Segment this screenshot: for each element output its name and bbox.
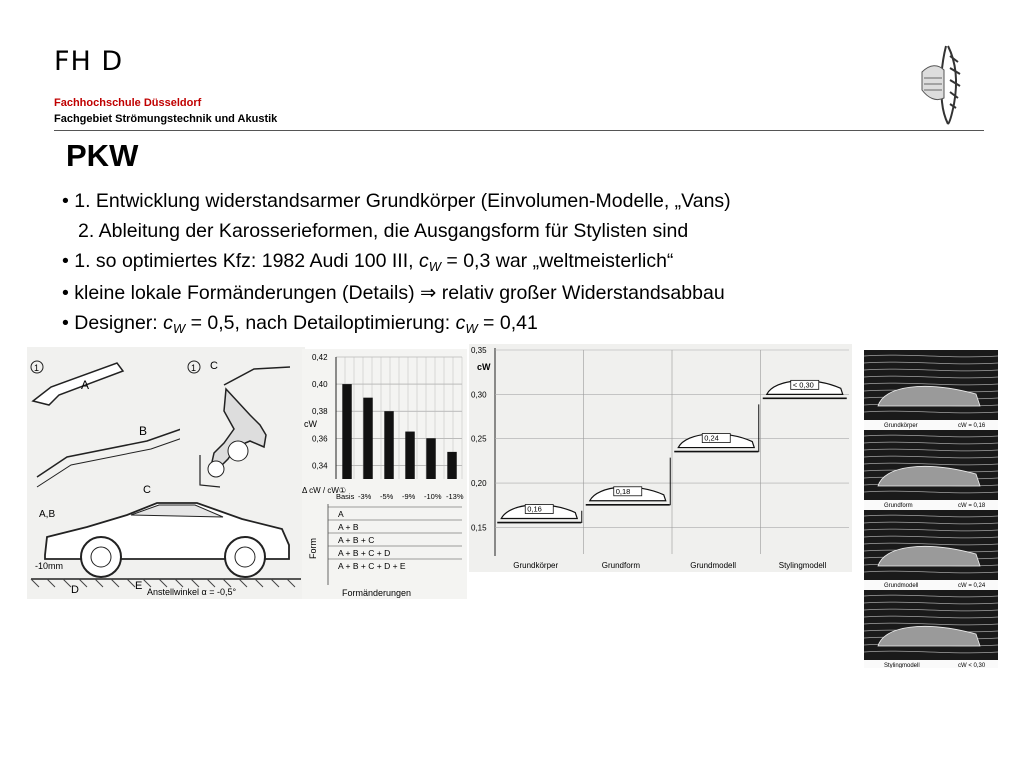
step-y-tick: 0,35 (471, 346, 487, 355)
institution-name: Fachhochschule Düsseldorf (54, 97, 202, 109)
svg-text:B: B (139, 424, 148, 438)
form-row-label: A (338, 509, 344, 519)
photo-caption-name: Grundkörper (884, 423, 918, 429)
bar-delta-value: -10% (424, 492, 442, 501)
step-arrow (758, 404, 759, 451)
svg-text:1: 1 (34, 363, 40, 373)
step-value-label: < 0,30 (792, 380, 814, 390)
bar-y-tick: 0,42 (312, 353, 328, 362)
step-chart-figure (469, 344, 852, 572)
bar (363, 398, 372, 479)
step-category-label: Stylingmodell (778, 561, 827, 570)
department-name: Fachgebiet Strömungstechnik und Akustik (54, 113, 278, 125)
svg-text:E: E (135, 580, 143, 592)
bar (342, 384, 351, 479)
bar-delta-value: Basis (336, 492, 355, 501)
logo-text: FH D (54, 46, 124, 77)
step-y-tick: 0,25 (471, 434, 487, 444)
angle-label: Anstellwinkel α = -0,5° (147, 587, 237, 597)
step-y-label: cW (477, 362, 491, 372)
form-row-label: A + B + C + D (338, 548, 391, 558)
step-category-label: Grundmodell (690, 561, 737, 570)
bullet-line-5: • Designer: $c_W = 0,5$, nach Detailoptimierung: $c_W = 0,41$ (62, 312, 538, 336)
bar (447, 452, 456, 479)
fh-logo-icon (912, 42, 968, 128)
step-value-label: 0,24 (704, 433, 719, 443)
bar-delta-value: -9% (402, 492, 416, 501)
bar-delta-value: -3% (358, 492, 372, 501)
header-divider (54, 130, 984, 131)
svg-text:-10mm: -10mm (35, 561, 64, 571)
step-y-tick: 0,20 (471, 479, 487, 489)
bar-chart-figure (302, 349, 467, 599)
svg-text:C: C (210, 360, 218, 372)
slide-title: PKW (66, 138, 139, 173)
bar-y-tick: 0,34 (312, 461, 328, 471)
wind-tunnel-photos (864, 350, 998, 668)
photo-caption-name: Grundform (884, 503, 913, 509)
photo-caption-value: cW = 0,16 (958, 423, 986, 429)
svg-text:A,B: A,B (39, 509, 56, 520)
step-arrow (670, 458, 671, 505)
svg-text:1: 1 (191, 363, 197, 373)
form-row-label: A + B + C (338, 535, 375, 545)
step-arrow (581, 511, 582, 523)
bar-delta-value: -13% (446, 492, 464, 501)
svg-text:D: D (71, 584, 79, 596)
photo-caption-value: cW < 0,30 (958, 663, 986, 668)
svg-text:A: A (81, 378, 90, 392)
photo-caption-name: Grundmodell (884, 583, 919, 589)
bar-y-tick: 0,40 (312, 380, 328, 390)
bar (384, 411, 393, 479)
bar (426, 438, 435, 479)
bar-y-label: cW (304, 419, 317, 429)
bar-y-tick: 0,36 (312, 434, 328, 444)
bullet-line-1: • 1. Entwicklung widerstandsarmer Grundkörper (Einvolumen-Modelle, „Vans) (62, 190, 731, 212)
bar-delta-value: -5% (380, 492, 394, 501)
implies-arrow-icon: ⇒ (420, 282, 437, 304)
bar-delta-label: Δ cW / cW① (302, 486, 347, 495)
bullet-line-4: • kleine lokale Formänderungen (Details) ⇒ relativ großer Widerstandsabbau (62, 282, 725, 304)
step-value-label: 0,18 (615, 486, 631, 496)
step-category-label: Grundkörper (513, 561, 559, 570)
form-row-label: A + B (338, 522, 359, 532)
photo-caption-value: cW = 0,24 (958, 583, 986, 589)
bar (405, 432, 414, 479)
svg-text:C: C (143, 484, 151, 496)
photo-caption-value: cW = 0,18 (958, 503, 986, 509)
roof-detail-figure (180, 355, 295, 495)
step-value-label: 0,16 (527, 504, 542, 514)
bar-y-tick: 0,38 (312, 407, 328, 417)
bullet-line-3: • 1. so optimiertes Kfz: 1982 Audi 100 III, $c_W = 0,3$ war „weltmeisterlich“ (62, 250, 674, 274)
step-y-tick: 0,15 (471, 523, 487, 533)
form-row-label: A + B + C + D + E (338, 561, 406, 571)
bar-form-label: Form (308, 538, 318, 559)
bar-footer: Formänderungen (342, 588, 412, 598)
photo-caption-name: Stylingmodell (884, 663, 920, 668)
step-category-label: Grundform (601, 561, 640, 570)
step-y-tick: 0,30 (471, 390, 487, 400)
bullet-line-2: 2. Ableitung der Karosserieformen, die Ausgangsform für Stylisten sind (78, 220, 689, 242)
